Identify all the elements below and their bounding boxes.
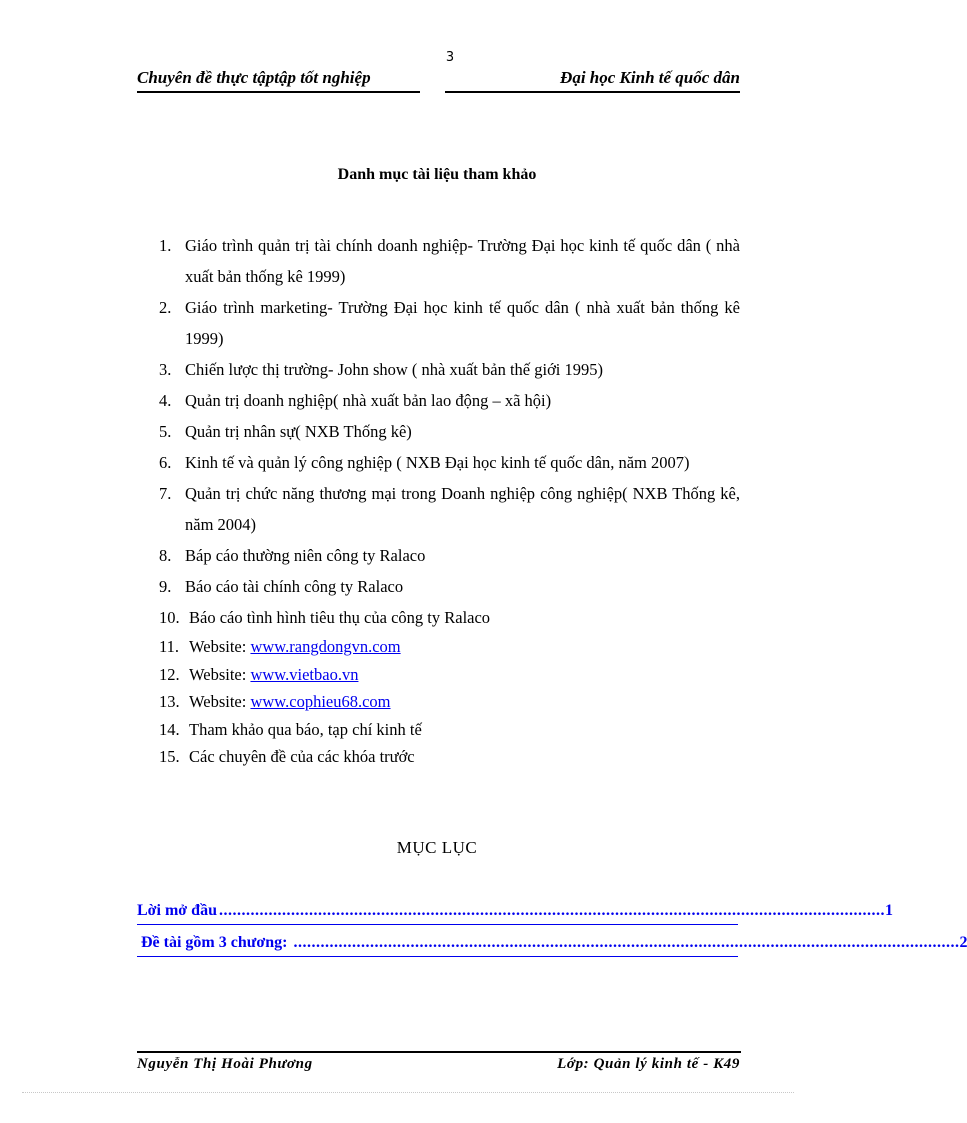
footer-divider xyxy=(137,1051,741,1053)
reference-number: 8. xyxy=(159,546,172,565)
toc-leader-dots: .................................................................................................................................................... xyxy=(218,902,885,919)
reference-item-14 xyxy=(137,716,740,744)
reference-text: Báo cáo tình hình tiêu thụ của công ty Ralaco xyxy=(189,608,491,627)
toc-entry-title: Đề tài gồm 3 chương: xyxy=(137,934,292,951)
reference-text: Các chuyên đề của các khóa trước xyxy=(189,747,415,766)
reference-text: Báp cáo thường niên công ty Ralaco xyxy=(185,546,426,565)
reference-item-2 xyxy=(137,292,740,354)
reference-text: Báo cáo tài chính công ty Ralaco xyxy=(185,577,404,596)
reference-number: 4. xyxy=(159,391,172,410)
page-edge-divider xyxy=(22,1092,794,1093)
reference-prefix: Website: xyxy=(189,637,251,656)
toc-entry-page: 1 xyxy=(884,902,893,919)
toc-title: MỤC LỤC xyxy=(396,838,478,857)
reference-text: Quản trị nhân sự( NXB Thống kê) xyxy=(185,422,412,441)
reference-number: 2. xyxy=(159,298,172,317)
reference-number: 12. xyxy=(159,664,180,684)
header-thesis-title: Chuyên đề thực tậptập tốt nghiệp xyxy=(137,67,420,93)
reference-text: Giáo trình marketing- Trường Đại học kinh tế quốc dân ( nhà xuất bản thống kê 1999) xyxy=(185,298,740,348)
reference-number: 13. xyxy=(159,692,180,711)
reference-item-12 xyxy=(137,661,740,689)
reference-item-5 xyxy=(137,416,740,447)
reference-number: 6. xyxy=(159,453,172,472)
reference-number: 10. xyxy=(159,608,180,627)
reference-text: Giáo trình quản trị tài chính doanh nghiệp- Trường Đại học kinh tế quốc dân ( nhà xuất bản thống kê 1999) xyxy=(185,236,740,286)
reference-item-10 xyxy=(137,602,740,633)
reference-text: Quản trị doanh nghiệp( nhà xuất bản lao động – xã hội) xyxy=(185,391,552,410)
reference-number: 9. xyxy=(159,577,172,596)
reference-item-15 xyxy=(137,743,740,771)
references-list xyxy=(137,230,740,771)
reference-number: 14. xyxy=(159,719,180,739)
reference-number: 3. xyxy=(159,360,172,379)
reference-number: 15. xyxy=(159,747,180,766)
reference-number: 7. xyxy=(159,484,172,503)
reference-text: Chiến lược thị trường- John show ( nhà xuất bản thế giới 1995) xyxy=(185,360,604,379)
toc-entry-title: Lời mở đầu xyxy=(137,902,217,919)
reference-number: 1. xyxy=(159,236,172,255)
reference-number: 5. xyxy=(159,422,172,441)
website-link-vietbao[interactable]: www.vietbao.vn xyxy=(250,664,359,684)
reference-item-13 xyxy=(137,688,740,716)
toc-entry-page: 2 xyxy=(959,934,967,951)
reference-item-7 xyxy=(137,478,740,540)
references-title: Danh mục tài liệu tham khảo xyxy=(337,166,537,183)
website-link-cophieu68[interactable]: www.cophieu68.com xyxy=(250,692,391,711)
reference-number: 11. xyxy=(159,637,180,656)
website-link-rangdong[interactable]: www.rangdongvn.com xyxy=(250,637,401,656)
reference-item-11 xyxy=(137,633,740,661)
toc-entry-introduction[interactable] xyxy=(137,902,893,925)
footer-class: Lớp: Quản lý kinh tế - K49 xyxy=(557,1056,740,1072)
reference-item-8 xyxy=(137,540,740,571)
toc-entry-chapters[interactable] xyxy=(137,934,967,957)
reference-text: Quản trị chức năng thương mại trong Doanh nghiệp công nghiệp( NXB Thống kê, năm 2004) xyxy=(185,484,740,534)
reference-item-4 xyxy=(137,385,740,416)
reference-text: Tham khảo qua báo, tạp chí kinh tế xyxy=(189,719,422,739)
reference-item-3 xyxy=(137,354,740,385)
reference-item-9 xyxy=(137,571,740,602)
footer-author: Nguyễn Thị Hoài Phương xyxy=(137,1056,313,1072)
reference-item-1 xyxy=(137,230,740,292)
toc-leader-dots: .................................................................................................................................................... xyxy=(293,934,960,951)
reference-prefix: Website: xyxy=(189,664,251,684)
reference-text: Kinh tế và quản lý công nghiệp ( NXB Đại học kinh tế quốc dân, năm 2007) xyxy=(185,453,690,472)
page-number: 3 xyxy=(445,50,455,65)
reference-prefix: Website: xyxy=(189,692,251,711)
header-university: Đại học Kinh tế quốc dân xyxy=(445,67,740,93)
reference-item-6 xyxy=(137,447,740,478)
